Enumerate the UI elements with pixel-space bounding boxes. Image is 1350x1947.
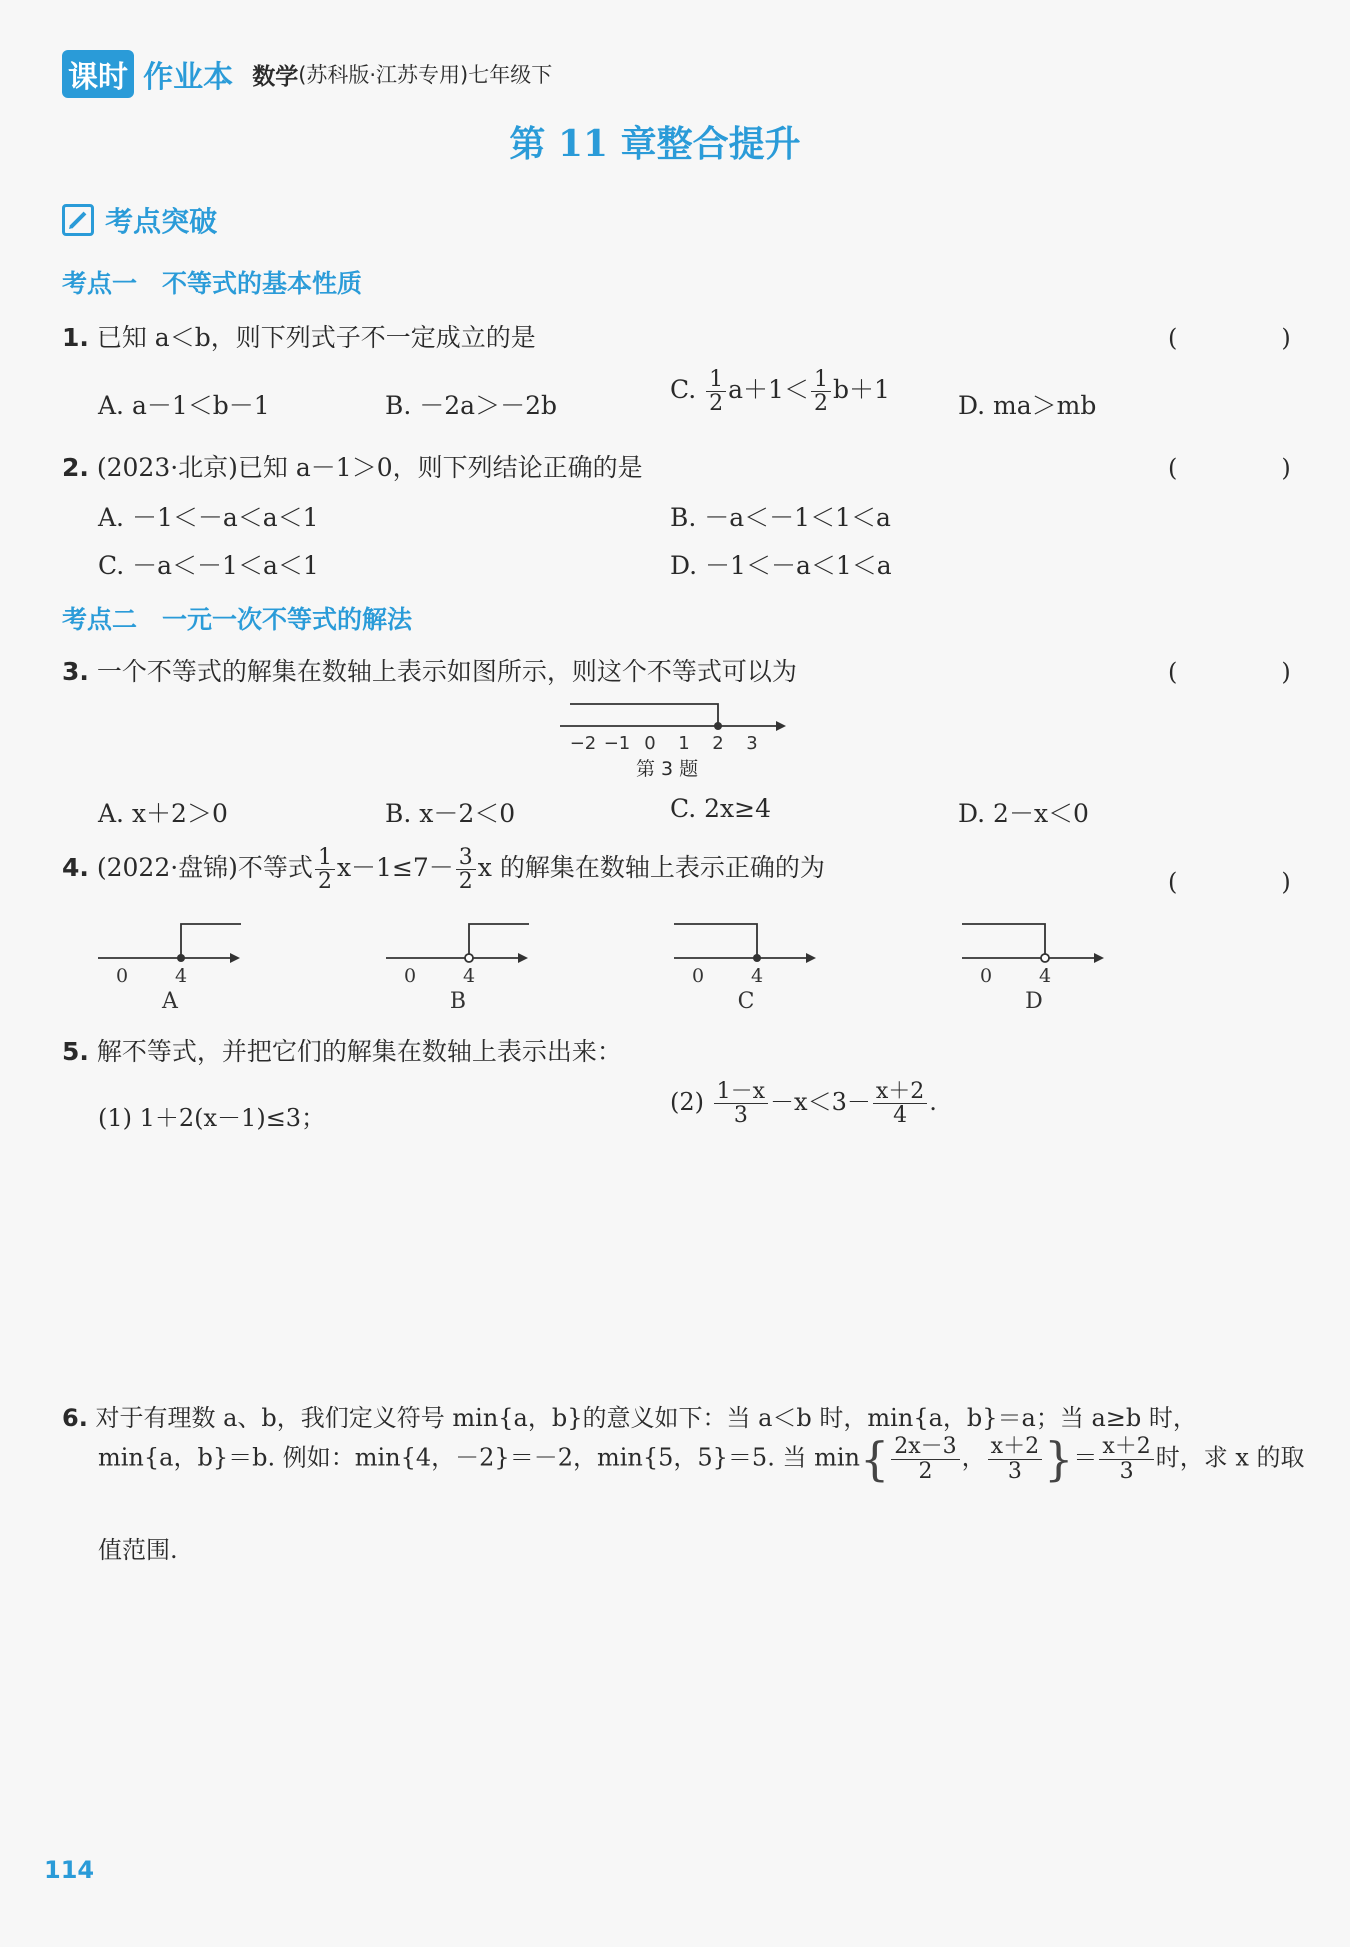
q4-text-mid: x－1≤7－ [336, 853, 454, 883]
q4-d-bracket [962, 924, 1045, 958]
q6-answer-area[interactable] [62, 1580, 1242, 1840]
q1-option-a[interactable]: A. a－1＜b－1 [98, 391, 270, 420]
q1-c-frac-2: $\frac{1}{2}$ [811, 368, 831, 415]
q1-text: 已知 a＜b，则下列式子不一定成立的是 [96, 323, 536, 352]
q1-c-tail: b＋1 [832, 375, 890, 405]
q3-tick-label: −2 [569, 733, 597, 754]
svg-text:0: 0 [979, 965, 993, 987]
edition-info: (苏科版·江苏专用)七年级下 [298, 63, 553, 87]
q4-axis-d[interactable] [960, 920, 1110, 1010]
q2-answer-blank[interactable]: ( ) [1168, 454, 1331, 482]
q4-text-pre: (2022·盘锦)不等式 [96, 853, 313, 883]
q4-axis-c[interactable] [672, 920, 822, 1010]
q4-b-bracket [469, 924, 529, 958]
q2-stem [62, 448, 643, 484]
chapter-title: 第 11 章整合提升 [509, 123, 801, 165]
q4-stem [62, 846, 825, 893]
q3-option-b[interactable]: B. x－2＜0 [385, 799, 516, 828]
q2-option-d[interactable]: D. －1＜－a＜1＜a [670, 551, 892, 580]
q2-option-b[interactable]: B. －a＜－1＜1＜a [670, 503, 891, 532]
q4-text-post: x 的解集在数轴上表示正确的为 [477, 853, 825, 883]
svg-text:B: B [449, 989, 467, 1010]
q3-axis-arrow [776, 721, 786, 731]
svg-text:0: 0 [691, 965, 705, 987]
svg-text:4: 4 [174, 965, 188, 987]
svg-text:0: 0 [403, 965, 417, 987]
q3-option-d[interactable]: D. 2－x＜0 [958, 799, 1089, 828]
q3-tick-label: 2 [712, 733, 724, 754]
q2-option-a[interactable]: A. －1＜－a＜a＜1 [98, 503, 319, 532]
kaodian-1: 考点一 不等式的基本性质 [62, 269, 363, 298]
q4-c-bracket [674, 924, 757, 958]
q4-frac-1: $\frac{1}{2}$ [315, 846, 335, 893]
q6-line-1 [62, 1398, 1197, 1433]
q1-c-frac-1: $\frac{1}{2}$ [706, 368, 726, 415]
q6-frac-3: $\frac{x+2}{3}$ [1099, 1435, 1153, 1482]
q4-answer-blank[interactable]: ( ) [1168, 868, 1331, 896]
q5-part-2: (2) $\frac{1-x}{3}$ －x＜3－ $\frac{x+2}{4}$ . [670, 1079, 937, 1129]
svg-text:C: C [737, 989, 755, 1010]
q1-number: 1. [62, 323, 89, 352]
q4-axis-a[interactable] [96, 920, 246, 1010]
q6-line-2: min{a，b}＝b. 例如：min{4，－2}＝－2，min{5，5}＝5. 当 min{ $\frac{2x-3}{2}$ ， $\frac{x+2}{3}$ }＝ $\frac{x+2}{3}$ 时，求 x 的取 [98, 1432, 1305, 1486]
q1-c-label: C. [670, 375, 697, 405]
svg-text:4: 4 [1038, 965, 1052, 987]
q2-option-c[interactable]: C. －a＜－1＜a＜1 [98, 551, 319, 580]
q3-tick-label: 0 [644, 733, 656, 754]
q3-solution-bracket [570, 704, 718, 726]
q6-line-3: 值范围. [98, 1536, 178, 1564]
series-name: 作业本 [143, 60, 234, 95]
svg-text:0: 0 [115, 965, 129, 987]
q5-p2-frac-1: $\frac{1-x}{3}$ [714, 1080, 768, 1127]
subject-name: 数学 [252, 63, 299, 90]
q5-p2-frac-2: $\frac{x+2}{4}$ [873, 1080, 927, 1127]
q3-answer-blank[interactable]: ( ) [1168, 658, 1331, 686]
q6-frac-1: $\frac{2x-3}{2}$ [891, 1435, 959, 1482]
q6-text-1: 对于有理数 a、b，我们定义符号 min{a，b}的意义如下：当 a＜b 时，min{a，b}＝a；当 a≥b 时， [95, 1404, 1197, 1432]
q2-text: (2023·北京)已知 a－1＞0，则下列结论正确的是 [96, 453, 643, 482]
q1-c-mid: a＋1＜ [728, 375, 809, 405]
q5-stem [62, 1032, 622, 1068]
q1-answer-blank[interactable]: ( ) [1168, 324, 1331, 352]
q1-option-c[interactable] [670, 368, 890, 415]
q6-number: 6. [62, 1404, 88, 1432]
q4-a-dot [177, 954, 185, 962]
q3-tick-label: −1 [603, 733, 631, 754]
q3-option-a[interactable]: A. x＋2＞0 [98, 799, 228, 828]
q5-answer-area[interactable] [62, 1150, 1242, 1370]
q4-axis-b[interactable] [384, 920, 534, 1010]
svg-text:A: A [162, 989, 178, 1010]
q4-b-dot [465, 954, 473, 962]
q3-number-line [550, 696, 800, 758]
q5-part-1: (1) 1＋2(x－1)≤3； [98, 1104, 326, 1132]
q3-stem [62, 652, 797, 688]
q3-figure-caption: 第 3 题 [636, 758, 699, 780]
svg-text:D: D [1025, 989, 1043, 1010]
logo-badge: 课时 [62, 50, 134, 98]
q2-number: 2. [62, 453, 89, 482]
header [62, 50, 552, 96]
q4-d-dot [1041, 954, 1049, 962]
svg-text:4: 4 [462, 965, 476, 987]
q1-stem [62, 318, 536, 354]
q3-text: 一个不等式的解集在数轴上表示如图所示，则这个不等式可以为 [96, 657, 797, 686]
svg-text:4: 4 [750, 965, 764, 987]
q1-option-d[interactable]: D. ma＞mb [958, 391, 1097, 420]
q6-frac-2: $\frac{x+2}{3}$ [988, 1435, 1042, 1482]
q4-frac-2: $\frac{3}{2}$ [456, 846, 476, 893]
q3-endpoint-dot [714, 722, 722, 730]
q4-number: 4. [62, 853, 89, 883]
edit-icon [62, 204, 94, 236]
q3-number: 3. [62, 657, 89, 686]
q4-a-bracket [181, 924, 241, 958]
q4-c-dot [753, 954, 761, 962]
q3-option-c[interactable]: C. 2x≥4 [670, 794, 771, 823]
q3-tick-label: 1 [678, 733, 690, 754]
section-title: 考点突破 [105, 205, 218, 238]
kaodian-2: 考点二 一元一次不等式的解法 [62, 605, 413, 634]
section-heading [62, 200, 217, 240]
q5-text: 解不等式，并把它们的解集在数轴上表示出来： [96, 1037, 622, 1066]
page-number: 114 [44, 1856, 95, 1884]
q3-tick-label: 3 [746, 733, 758, 754]
q5-number: 5. [62, 1037, 89, 1066]
q1-option-b[interactable]: B. －2a＞－2b [385, 391, 557, 420]
